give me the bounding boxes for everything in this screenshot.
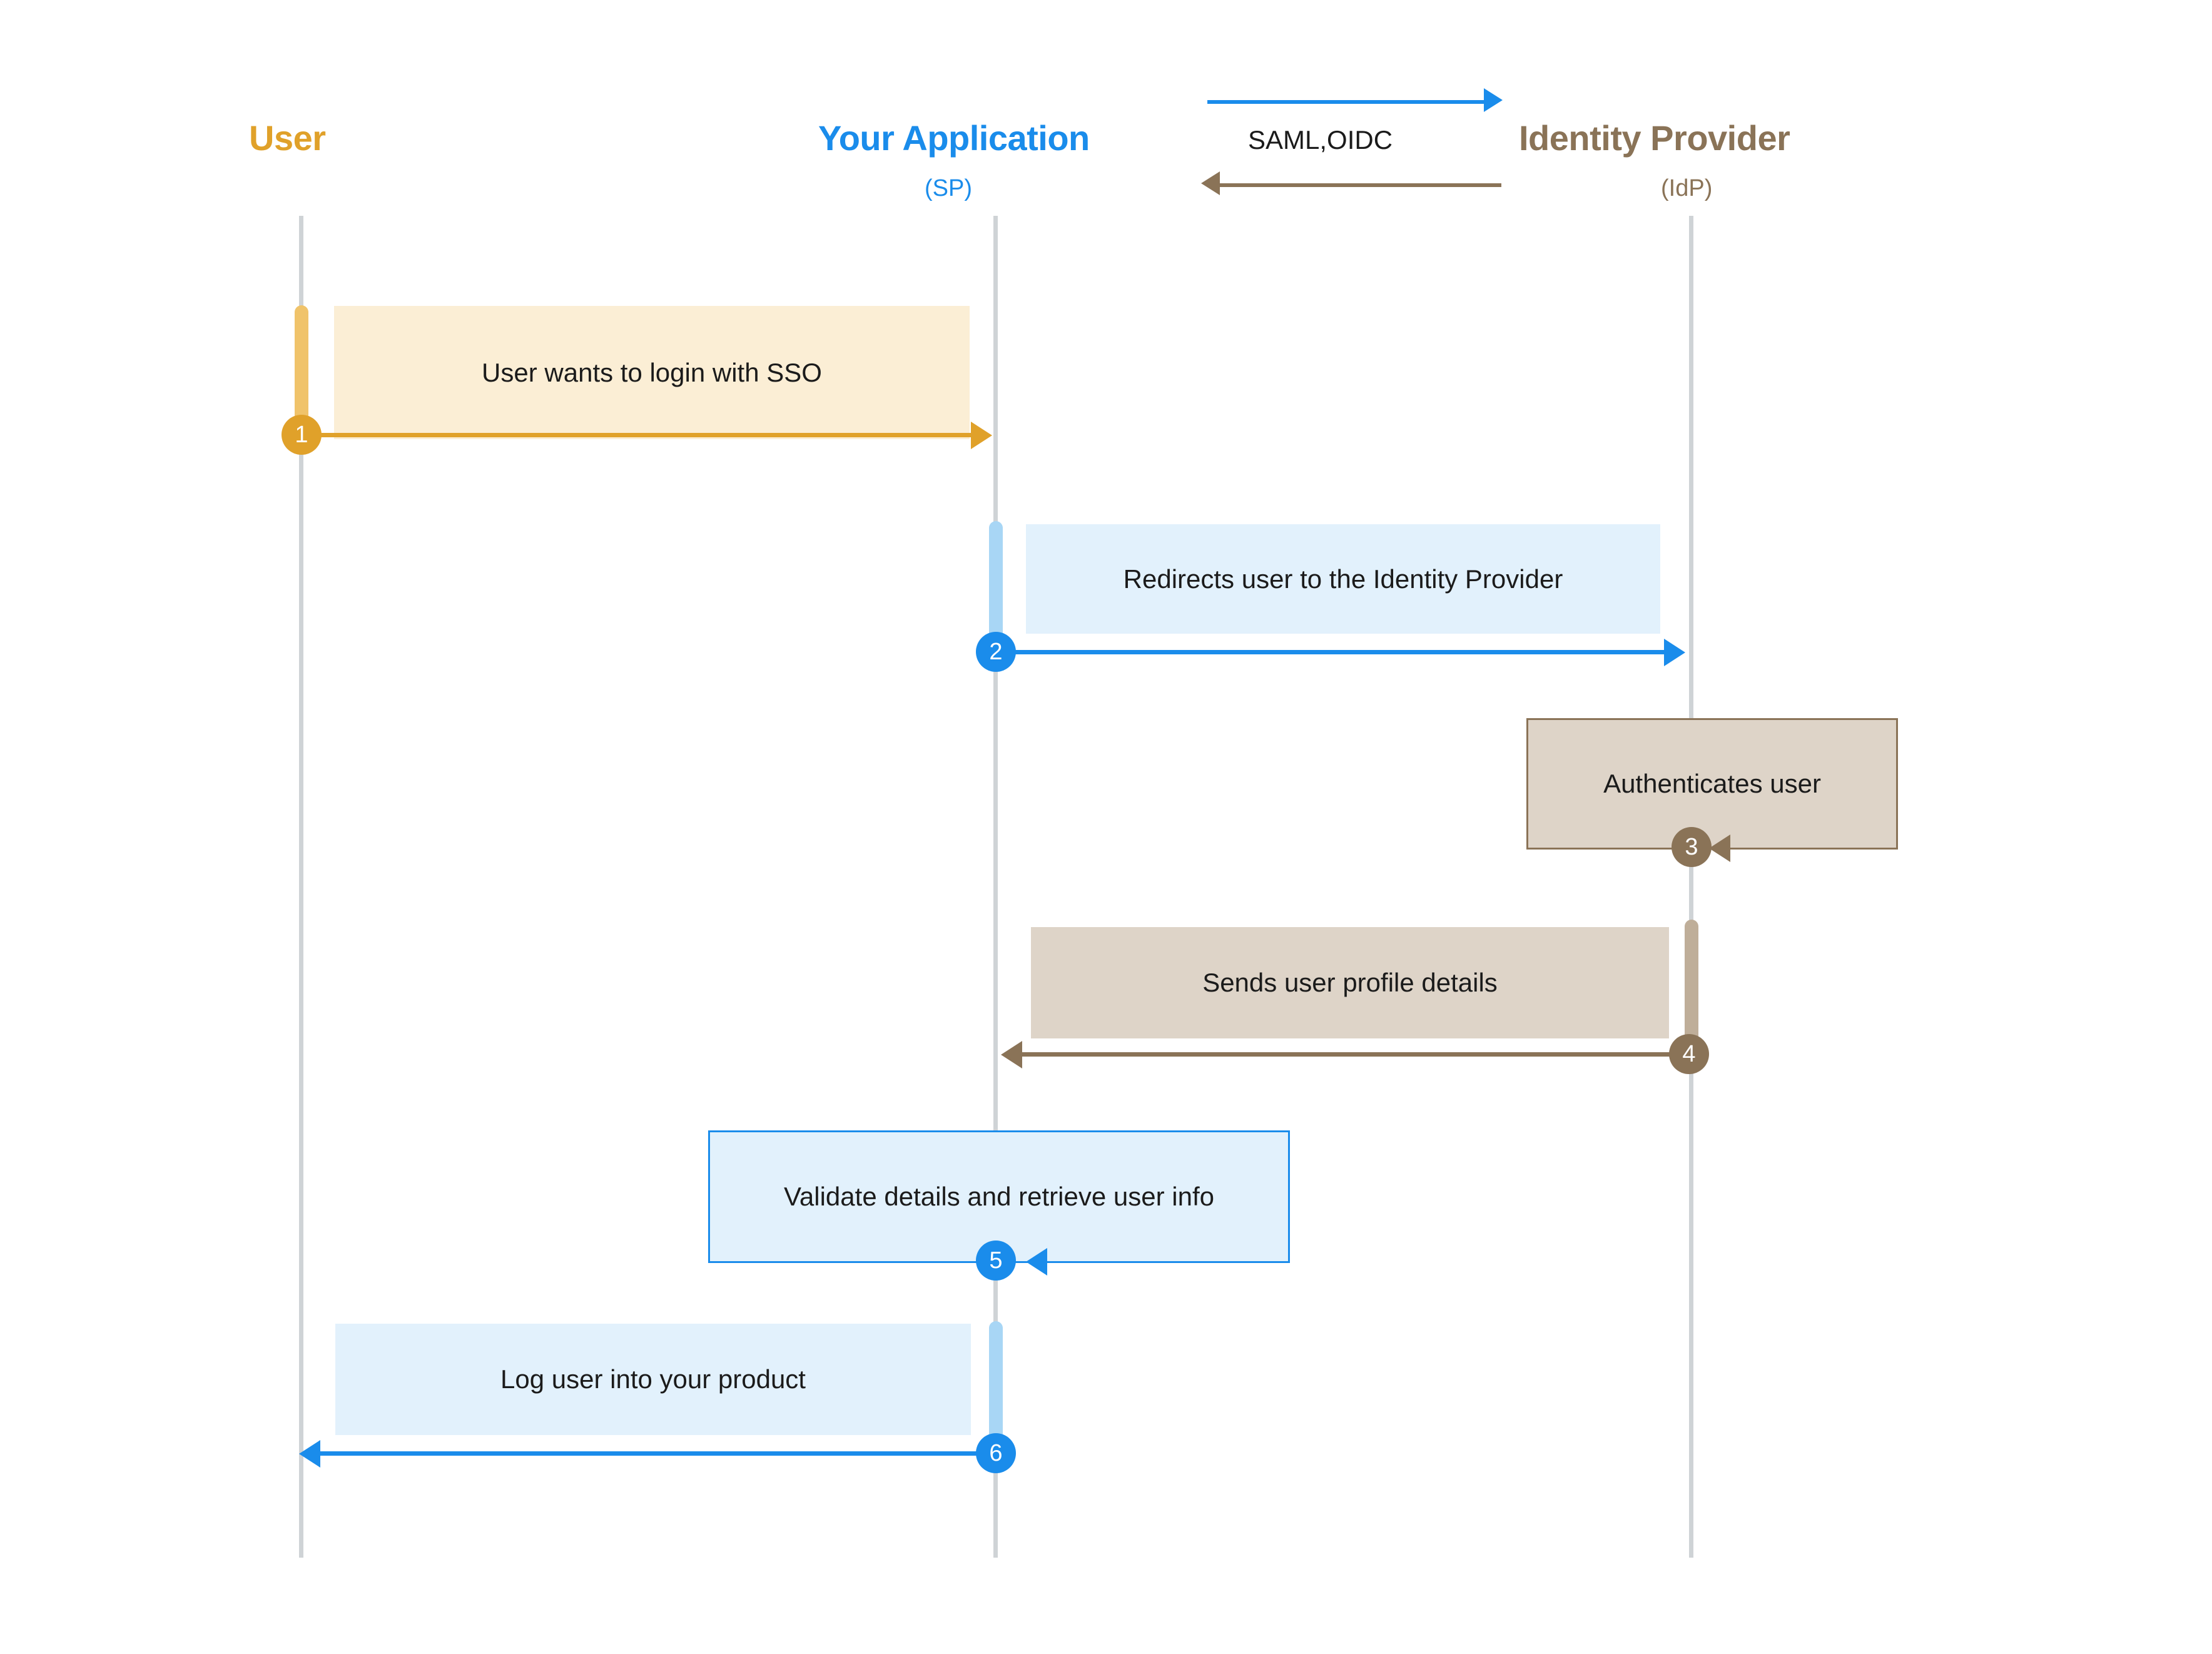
message-box-step4: Sends user profile details (1031, 927, 1669, 1038)
self-message-box-step5: Validate details and retrieve user info (708, 1130, 1290, 1263)
protocol-arrow-right-head (1484, 88, 1503, 112)
protocol-arrow-right-line (1207, 100, 1489, 104)
arrow-head-step4 (1001, 1041, 1022, 1068)
step-badge-3: 3 (1672, 827, 1712, 867)
message-box-step6: Log user into your product (335, 1324, 971, 1435)
step-badge-2: 2 (976, 632, 1016, 672)
step-badge-5: 5 (976, 1240, 1016, 1281)
protocol-arrow-left-head (1201, 171, 1220, 195)
step-badge-6: 6 (976, 1433, 1016, 1473)
lifeline-identity-provider (1689, 216, 1693, 1558)
protocol-arrow-left-line (1220, 183, 1501, 187)
arrow-line-step1 (300, 433, 976, 437)
activation-bar-app-step6 (989, 1321, 1003, 1451)
actor-title-identity-provider: Identity Provider (1519, 118, 1790, 158)
arrow-head-step6 (299, 1440, 320, 1468)
actor-sub-identity-provider: (IdP) (1661, 175, 1713, 201)
arrow-line-step4 (1021, 1052, 1692, 1057)
arrow-line-step6 (319, 1451, 996, 1456)
actor-title-your-application: Your Application (818, 118, 1090, 158)
arrow-head-step3 (1709, 835, 1730, 862)
actor-title-user: User (249, 118, 326, 158)
protocol-label: SAML,OIDC (1248, 125, 1393, 155)
step-badge-1: 1 (282, 415, 322, 455)
arrow-head-step1 (971, 422, 992, 449)
actor-sub-your-application: (SP) (925, 175, 972, 201)
message-box-step1: User wants to login with SSO (334, 306, 970, 439)
activation-bar-idp-step4 (1685, 920, 1698, 1051)
arrow-head-step2 (1664, 639, 1685, 666)
step-badge-4: 4 (1669, 1034, 1709, 1074)
self-message-box-step3: Authenticates user (1526, 718, 1898, 850)
message-box-step2: Redirects user to the Identity Provider (1026, 524, 1660, 634)
arrow-head-step5 (1026, 1248, 1047, 1276)
arrow-line-step2 (996, 650, 1668, 654)
